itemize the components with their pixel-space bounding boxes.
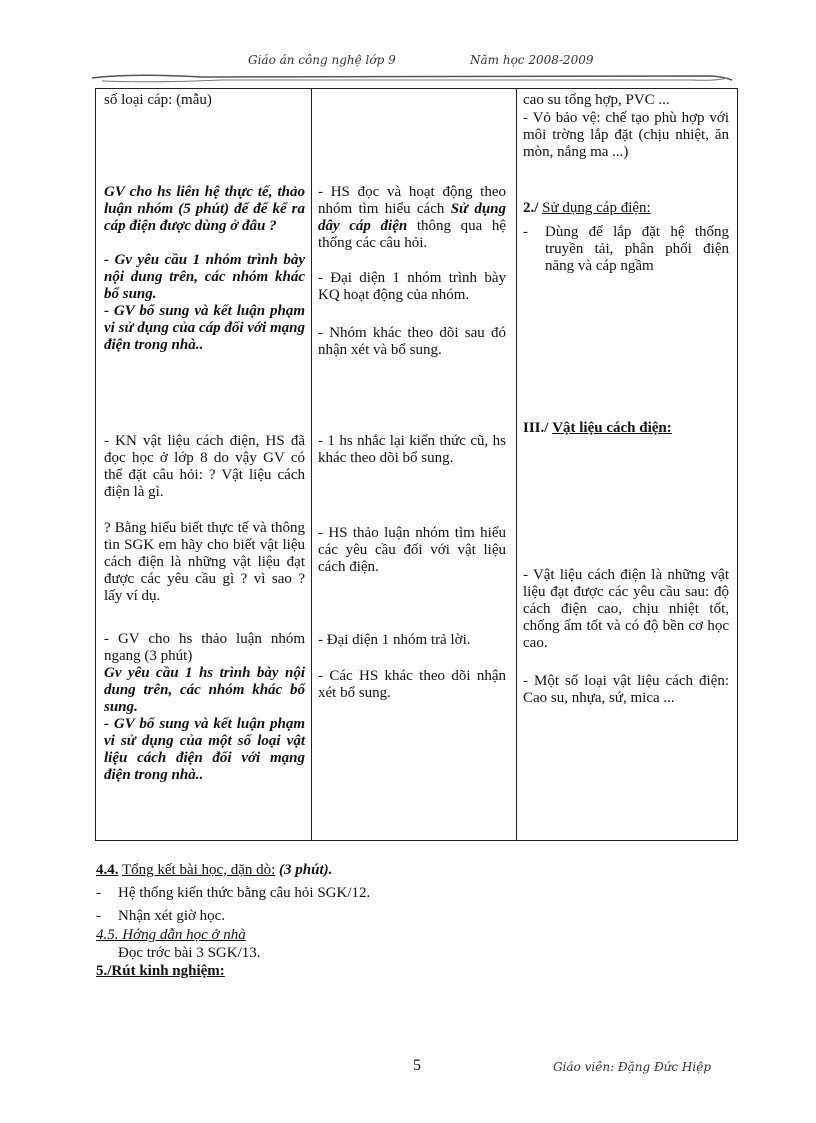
col2-discussion: - HS thảo luận nhóm tìm hiểu các yêu cầu đối với vật liệu cách điện. [318,525,506,575]
header-school-year: Năm học 2008-2009 [470,53,594,67]
teacher-signature: Giáo viên: Đặng Đức Hiệp [553,1060,712,1074]
header-course-title: Giáo án công nghệ lớp 9 [248,53,396,67]
col1-intro: số loại cáp: (mẫu) [104,92,212,108]
summary-bullet-text: Nhận xét giờ học. [118,908,226,924]
col3-heading-number: 2./ [523,200,539,216]
col1-group-discussion: - GV cho hs thảo luận nhóm ngang (3 phút) [104,631,305,664]
col1-conclusion-insulation: - GV bổ sung và kết luận phạm vi sử dụng của một số loại vật liệu cách điện đối với mạng điện trong nhà.. [104,716,305,783]
col2-read-activity-text: - HS đọc và hoạt động theo nhóm tìm hiểu cách [318,184,506,217]
column-divider-1 [311,89,312,840]
col3-heading-number: III./ [523,420,549,436]
section-number: 4.4. [96,862,119,878]
section-title: Tổng kết bài học, dặn dò: [121,862,276,878]
col1-task-cable: GV cho hs liên hệ thực tế, thảo luận nhóm (5 phút) để để kể ra cáp điện được dùng ở đâu ? [104,184,305,234]
col1-insulation-requirements: ? Bằng hiểu biết thực tế và thông tin SGK em hãy cho biết vật liệu cách điện là những vật liệu đạt được các yêu cầu gì ? vì sao ? lấy ví dụ. [104,520,305,604]
col3-usage-text: Dùng để lắp đặt hệ thống truyền tải, phân phối điện năng và cáp ngầm [545,224,729,274]
bullet-marker: - [96,908,101,924]
bullet-marker: - [523,224,528,240]
col2-group-review: - Nhóm khác theo dõi sau đó nhận xét và bổ sung. [318,325,506,358]
col2-read-activity [318,184,506,252]
col2-answer: - Đại diện 1 nhóm trả lời. [318,632,471,648]
col3-insulation-material: cao su tổng hợp, PVC ... [523,92,670,108]
col3-insulation-examples: - Một số loại vật liệu cách điện: Cao su, nhựa, sứ, mica ... [523,673,729,706]
col3-section-heading-usage [523,200,729,217]
col1-insulation-question: - KN vật liệu cách điện, HS đã đọc học ở lớp 8 do vậy GV có thể đặt câu hỏi: ? Vật liệu cách điện là gì. [104,433,305,500]
section-time: (3 phút). [279,862,333,878]
col1-group-present: - Gv yêu cầu 1 nhóm trình bày nội dung trên, các nhóm khác bổ sung. [104,252,305,302]
col1-conclusion-cable: - GV bổ sung và kết luận phạm vi sử dụng của cáp đối với mạng điện trong nhà.. [104,303,305,353]
summary-bullet-text: Hệ thống kiến thức bằng câu hỏi SGK/12. [118,885,371,901]
col2-read-activity-topic: Sử dụng dây cáp điện [318,201,507,234]
decorative-header-rule [92,72,732,84]
col2-read-activity-method: thông qua hệ thống các câu hỏi. [318,218,507,251]
col2-group-report: - Đại diện 1 nhóm trình bày KQ hoạt động của nhóm. [318,270,506,303]
col2-feedback: - Các HS khác theo dõi nhận xét bổ sung. [318,668,506,701]
section-4-4-heading [96,861,332,879]
section-4-5-heading: 4.5. Hớng dẫn học ở nhà [96,927,246,943]
summary-bullet-2 [96,907,225,925]
col1-hs-present: Gv yêu cầu 1 hs trình bày nội dung trên, các nhóm khác bổ sung. [104,665,305,715]
col3-heading-text: Sử dụng cáp điện: [542,200,651,216]
col3-heading-text: Vật liệu cách điện: [552,420,672,436]
homework-text: Đọc trớc bài 3 SGK/13. [118,945,261,961]
col3-section-heading-insulation [523,420,729,437]
bullet-marker: - [96,885,101,901]
col3-protective-sheath: - Vỏ bảo vệ: chế tạo phù hợp với môi trờng lắp đặt (chịu nhiệt, ăn mòn, nắng ma ...) [523,110,729,160]
col3-insulation-definition: - Vật liệu cách điện là những vật liệu đạt được các yêu cầu sau: độ cách điện cao, chịu nhiệt tốt, chống ẩm tốt và có độ bền cơ học cao. [523,567,729,651]
col2-recall: - 1 hs nhắc lại kiến thức cũ, hs khác theo dõi bổ sung. [318,433,506,466]
section-5-heading: 5./Rút kinh nghiệm: [96,963,225,979]
column-divider-2 [516,89,517,840]
col3-usage-bullet [523,224,729,275]
summary-bullet-1 [96,884,370,902]
page-number: 5 [413,1057,421,1074]
